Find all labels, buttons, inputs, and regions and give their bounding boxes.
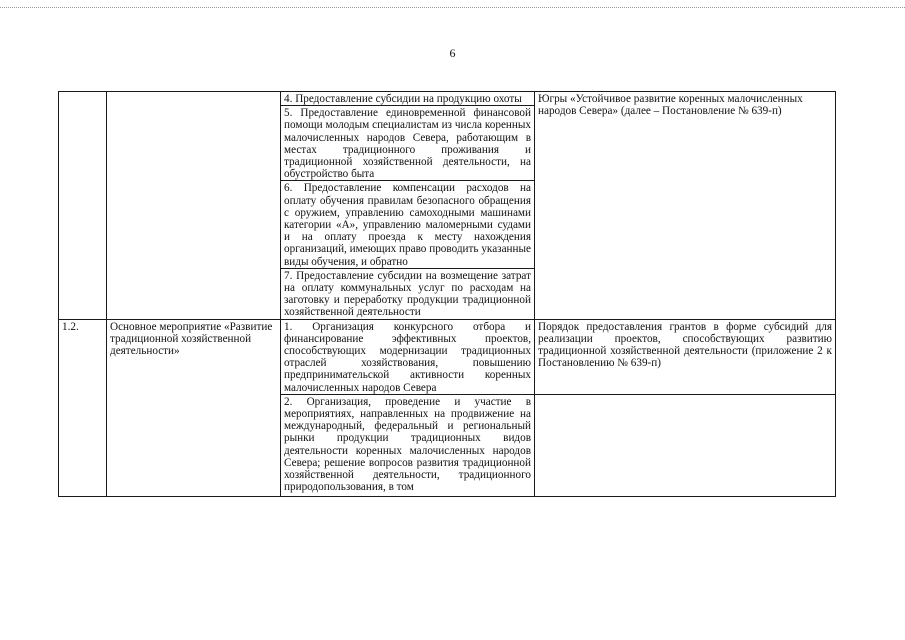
row-number-cell: 1.2. [59,319,107,496]
scan-artifact-line [0,7,905,8]
measure-cell: 4. Предоставление субсидии на продукцию охоты [281,92,535,106]
document-cell: Порядок предоставления грантов в форме субсидий для реализации проектов, способствующих развитию традиционной хозяйственной деятельности (приложение 2 к Постановлению № 639-п) [535,319,836,394]
page-number: 6 [449,46,456,60]
measure-cell: 2. Организация, проведение и участие в мероприятиях, направленных на продвижение на международный, федеральный и региональный рынки продукции традиционных видов деятельности коренных малочисленных народов Севера; решение вопросов развития традиционной хозяйственной деятельности, традиционного природопользования, в том [281,394,535,496]
document-cell [535,394,836,496]
measures-table [58,91,836,497]
event-name-cell [107,92,281,320]
table-row [59,319,836,394]
document-cell: Югры «Устойчивое развитие коренных малочисленных народов Севера» (далее – Постановление № 639-п) [535,92,836,320]
measure-cell: 1. Организация конкурсного отбора и финансирование эффективных проектов, способствующих модернизации традиционных отраслей хозяйствования, повышению предпринимательской активности коренных малочисленных народов Севера [281,319,535,394]
measure-cell: 6. Предоставление компенсации расходов на оплату обучения правилам безопасного обращения с оружием, управлению самоходными машинами категории «А», управлению маломерными судами и на оплату проезда к месту нахождения организаций, имеющих право проводить указанные виды обучения, и обратно [281,181,535,268]
table-row [59,92,836,106]
measure-cell: 5. Предоставление единовременной финансовой помощи молодым специалистам из числа коренных малочисленных народов Севера, работающим в местах традиционного проживания и традиционной хозяйственной деятельности, на обустройство быта [281,106,535,181]
event-name-cell: Основное мероприятие «Развитие традиционной хозяйственной деятельности» [107,319,281,496]
measure-cell: 7. Предоставление субсидии на возмещение затрат на оплату коммунальных услуг по расходам на заготовку и переработку продукции традиционной хозяйственной деятельности [281,268,535,319]
row-number-cell [59,92,107,320]
